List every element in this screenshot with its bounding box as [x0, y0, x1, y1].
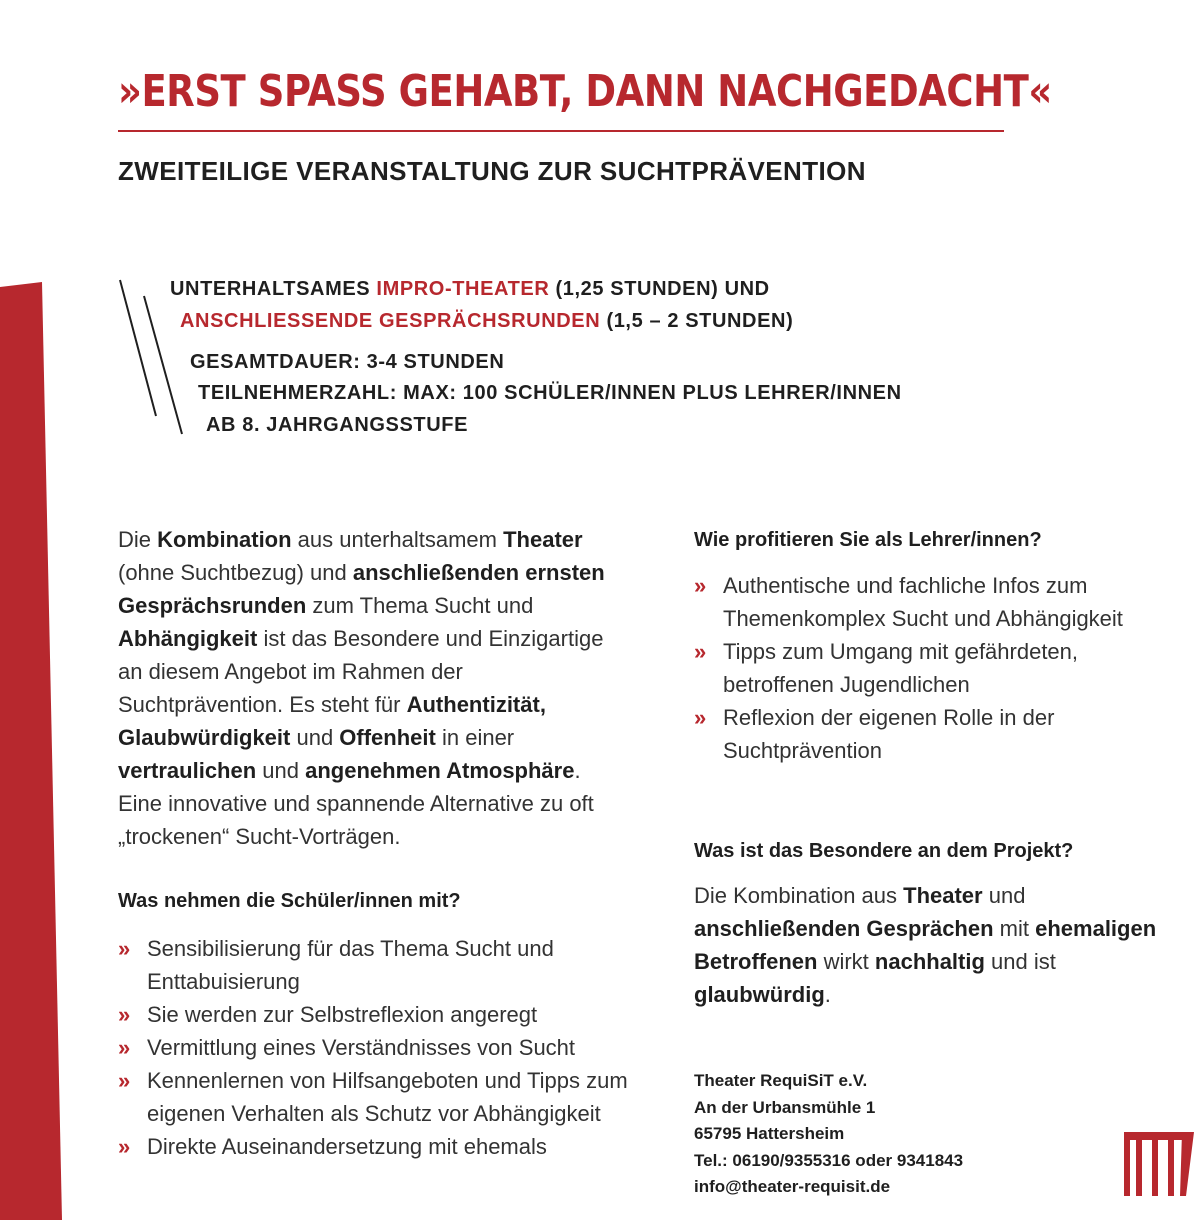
info-line-duration: GESAMTDAUER: 3-4 STUNDEN [190, 351, 505, 373]
info-line-grade: AB 8. JAHRGANGSSTUFE [206, 414, 469, 436]
teachers-heading: Wie profitieren Sie als Lehrer/innen? [694, 529, 1042, 551]
bullet-chevron-icon: » [118, 1002, 131, 1027]
teachers-list [694, 569, 1174, 767]
list-item [118, 1130, 638, 1163]
list-item [118, 932, 638, 998]
list-item [118, 998, 638, 1031]
bullet-chevron-icon: » [118, 936, 131, 961]
contact-org: Theater RequiSiT e.V. [694, 1071, 868, 1090]
info-line-theater: UNTERHALTSAMES IMPRO-THEATER (1,25 STUNDEN) UND [170, 278, 770, 300]
list-item [118, 1031, 638, 1064]
project-heading: Was ist das Besondere an dem Projekt? [694, 840, 1074, 862]
intro-paragraph: Die Kombination aus unterhaltsamem Theater (ohne Suchtbezug) und anschließenden ernsten Gesprächsrunden zum Thema Sucht und Abhängigkeit ist das Besondere und Einzigartige an diesem Angebot im Rahmen der Suchtprävention. Es steht für Authentizität, Glaubwürdigkeit und Offenheit in einer vertraulichen und angenehmen Atmosphäre. Eine innovative und spannende Alternative zu oft „trockenen“ Sucht-Vorträgen. [118, 527, 605, 849]
info-line-participants: TEILNEHMERZAHL: MAX: 100 SCHÜLER/INNEN PLUS LEHRER/INNEN [198, 382, 902, 404]
bullet-chevron-icon: » [118, 1134, 131, 1159]
contact-phone: Tel.: 06190/9355316 oder 9341843 [694, 1150, 964, 1170]
list-item-text: Sensibilisierung für das Thema Sucht und Enttabuisierung [147, 936, 554, 994]
bullet-chevron-icon: » [694, 639, 707, 664]
list-item-text: Authentische und fachliche Infos zum Themenkomplex Sucht und Abhängigkeit [723, 573, 1123, 631]
title-underline [118, 130, 1004, 132]
contact-street: An der Urbansmühle 1 [694, 1097, 876, 1117]
students-list [118, 932, 638, 1163]
list-item [694, 635, 1174, 701]
list-item-text: Vermittlung eines Verständnisses von Sucht [147, 1035, 576, 1060]
list-item-text: Direkte Auseinandersetzung mit ehemals [147, 1134, 547, 1159]
bullet-chevron-icon: » [694, 705, 707, 730]
info-line-gespraech: ANSCHLIESSENDE GESPRÄCHSRUNDEN (1,5 – 2 STUNDEN) [180, 310, 794, 332]
list-item [694, 701, 1174, 767]
project-paragraph: Die Kombination aus Theater und anschließenden Gesprächen mit ehemaligen Betroffenen wirkt nachhaltig und ist glaubwürdig. [694, 883, 1157, 1007]
list-item-text: Sie werden zur Selbstreflexion angeregt [147, 1002, 538, 1027]
contact-block [694, 1068, 963, 1201]
list-item-text: Kennenlernen von Hilfsangeboten und Tipps zum eigenen Verhalten als Schutz vor Abhängigkeit [147, 1068, 628, 1126]
list-item-text: Reflexion der eigenen Rolle in der Suchtprävention [723, 705, 1055, 763]
theater-logo-icon [1124, 1132, 1194, 1196]
page-title: »ERST SPASS GEHABT, DANN NACHGEDACHT« [118, 66, 1052, 117]
bullet-chevron-icon: » [118, 1068, 131, 1093]
page-subtitle: ZWEITEILIGE VERANSTALTUNG ZUR SUCHTPRÄVENTION [118, 156, 866, 186]
bullet-chevron-icon: » [118, 1035, 131, 1060]
bullet-chevron-icon: » [694, 573, 707, 598]
contact-city: 65795 Hattersheim [694, 1124, 845, 1144]
contact-email[interactable]: info@theater-requisit.de [694, 1177, 891, 1197]
list-item [118, 1064, 638, 1130]
list-item [694, 569, 1174, 635]
students-heading: Was nehmen die Schüler/innen mit? [118, 890, 461, 912]
list-item-text: Tipps zum Umgang mit gefährdeten, betroffenen Jugendlichen [723, 639, 1079, 697]
